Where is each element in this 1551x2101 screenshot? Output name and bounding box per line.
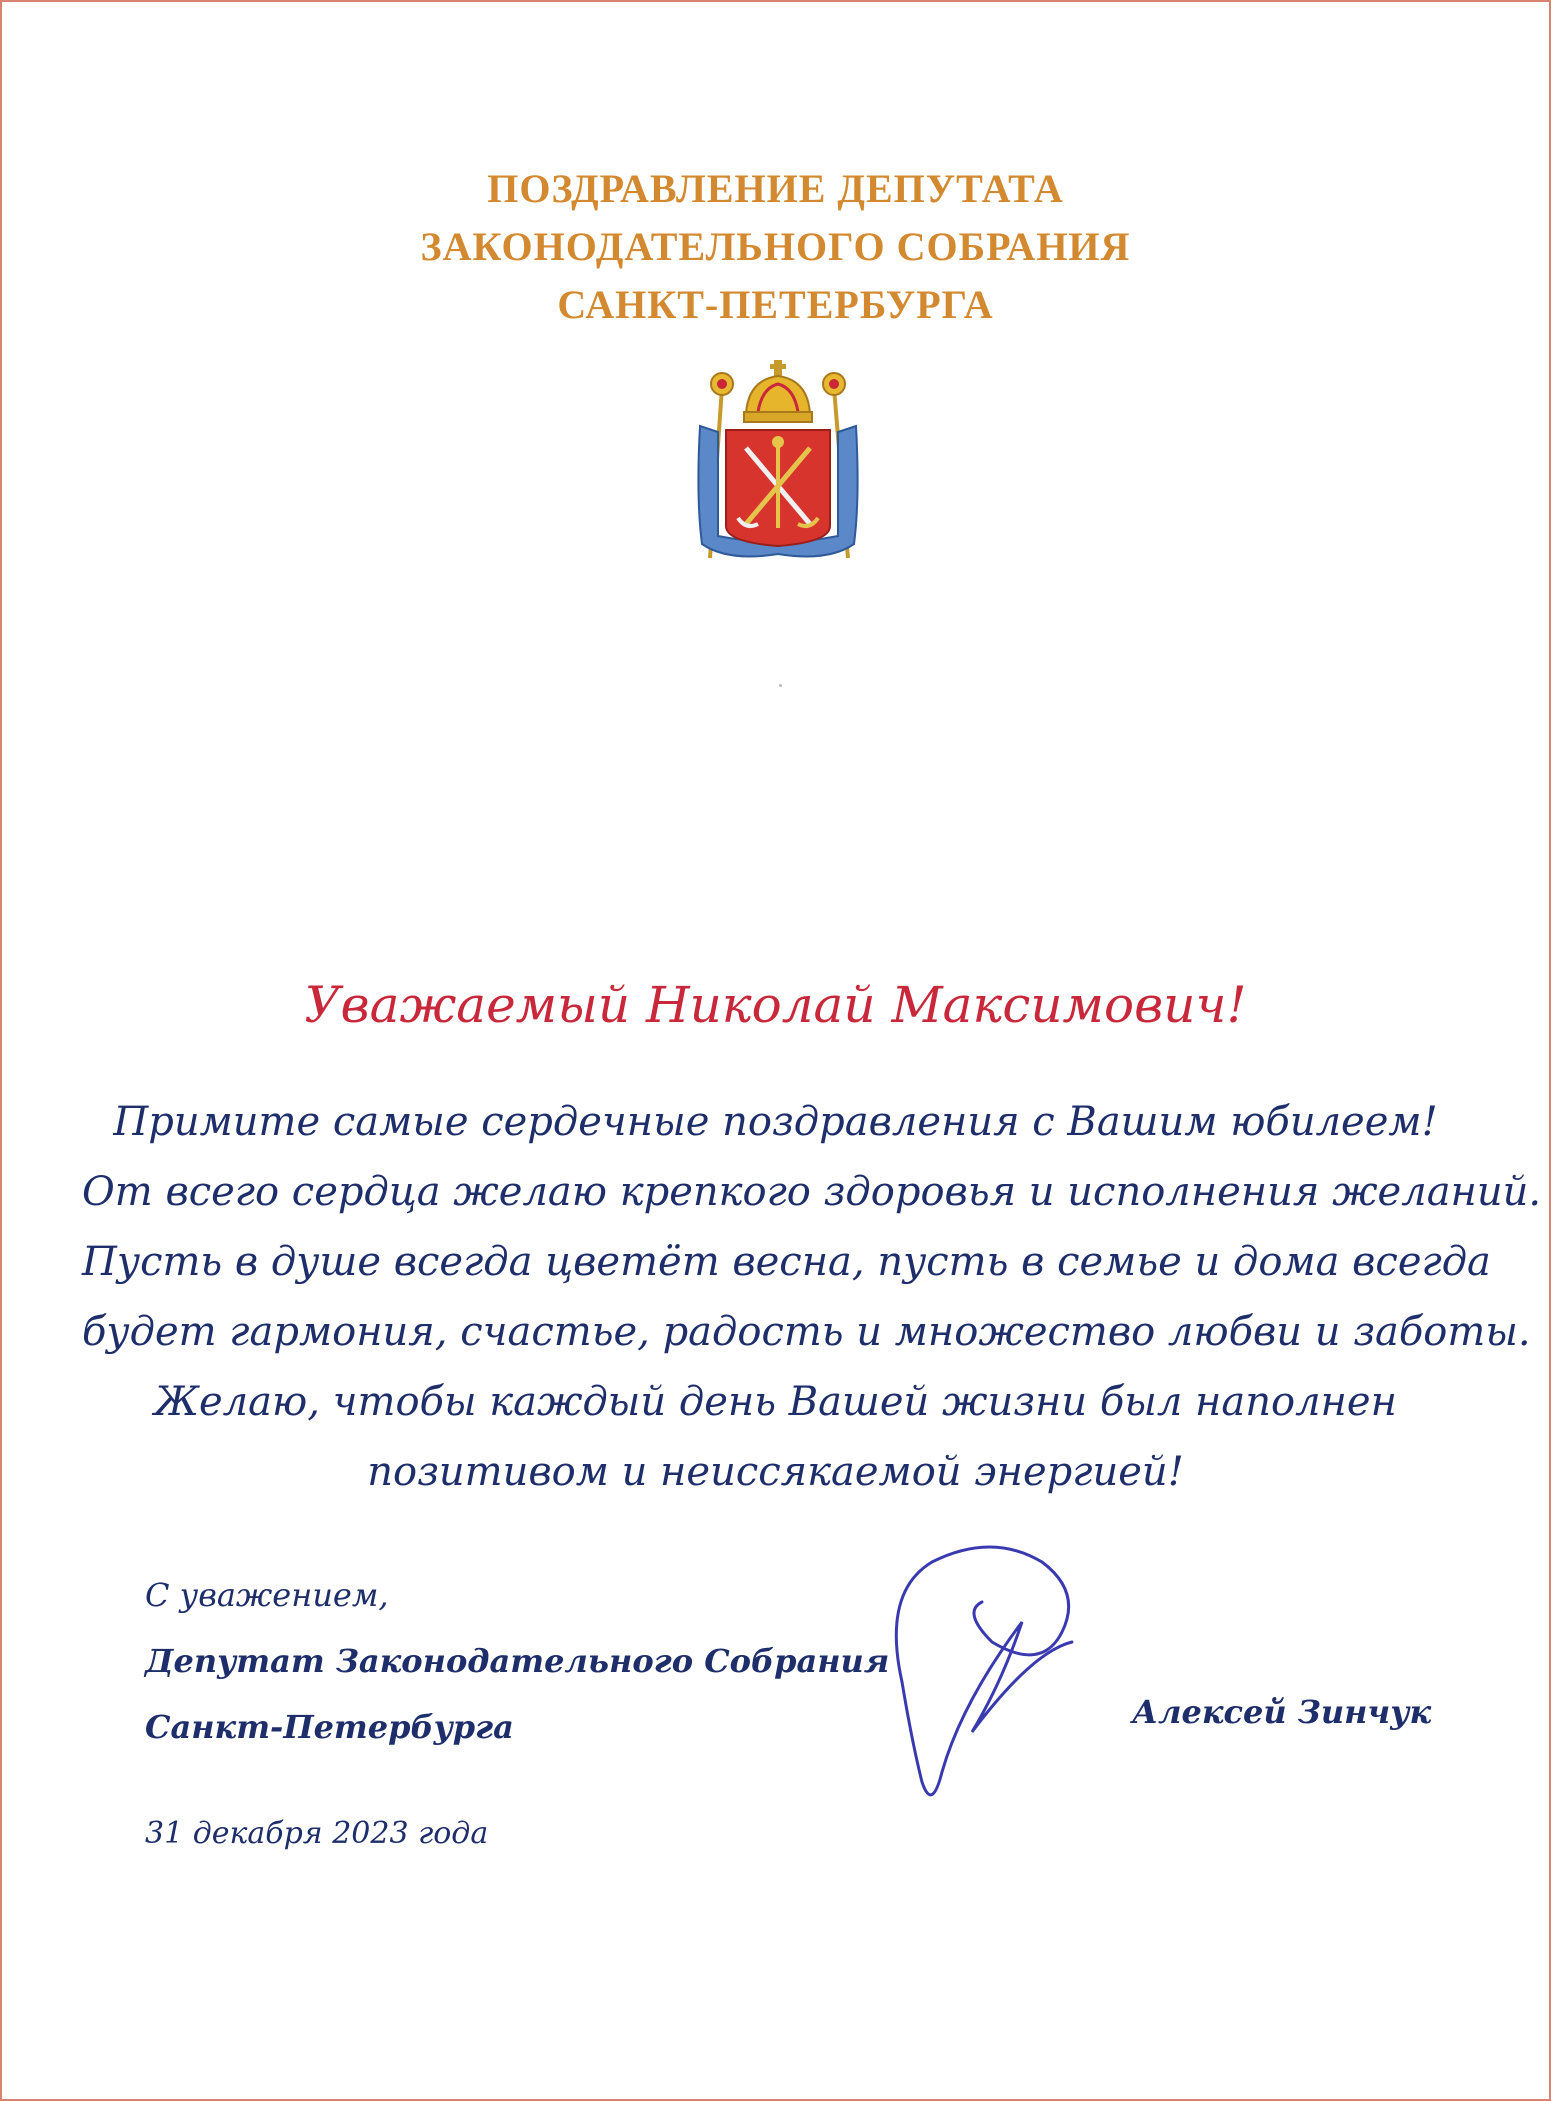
greeting-heading: Уважаемый Николай Максимович! xyxy=(304,976,1247,1034)
header-line-1: ПОЗДРАВЛЕНИЕ ДЕПУТАТА xyxy=(487,166,1064,211)
letter-body xyxy=(82,1087,1542,1507)
signature-icon xyxy=(872,1532,1162,1822)
body-line-1: Примите самые сердечные поздравления с Вашим юбилеем! xyxy=(113,1099,1438,1145)
signer-name: Алексей Зинчук xyxy=(1132,1693,1432,1731)
sender-title-line-2: Санкт-Петербурга xyxy=(145,1708,514,1746)
sender-title-line-1: Депутат Законодательного Собрания xyxy=(145,1642,890,1680)
body-line-5: Желаю, чтобы каждый день Вашей жизни был наполнен xyxy=(154,1379,1397,1425)
letter-header xyxy=(2,160,1549,334)
header-line-3: САНКТ-ПЕТЕРБУРГА xyxy=(557,282,994,327)
body-line-6: позитивом и неиссякаемой энергией! xyxy=(367,1449,1184,1495)
body-line-4: будет гармония, счастье, радость и множество любви и заботы. xyxy=(82,1309,1531,1355)
body-line-2: От всего сердца желаю крепкого здоровья и исполнения желаний. xyxy=(82,1169,1542,1215)
body-line-3: Пусть в душе всегда цветёт весна, пусть в семье и дома всегда xyxy=(82,1239,1491,1285)
closing-regards: С уважением, xyxy=(145,1576,389,1614)
paper-speck xyxy=(779,684,782,687)
header-line-2: ЗАКОНОДАТЕЛЬНОГО СОБРАНИЯ xyxy=(420,224,1131,269)
closing-block xyxy=(145,1562,889,1760)
coat-of-arms-icon xyxy=(688,358,868,570)
letter-date: 31 декабря 2023 года xyxy=(145,1816,489,1851)
